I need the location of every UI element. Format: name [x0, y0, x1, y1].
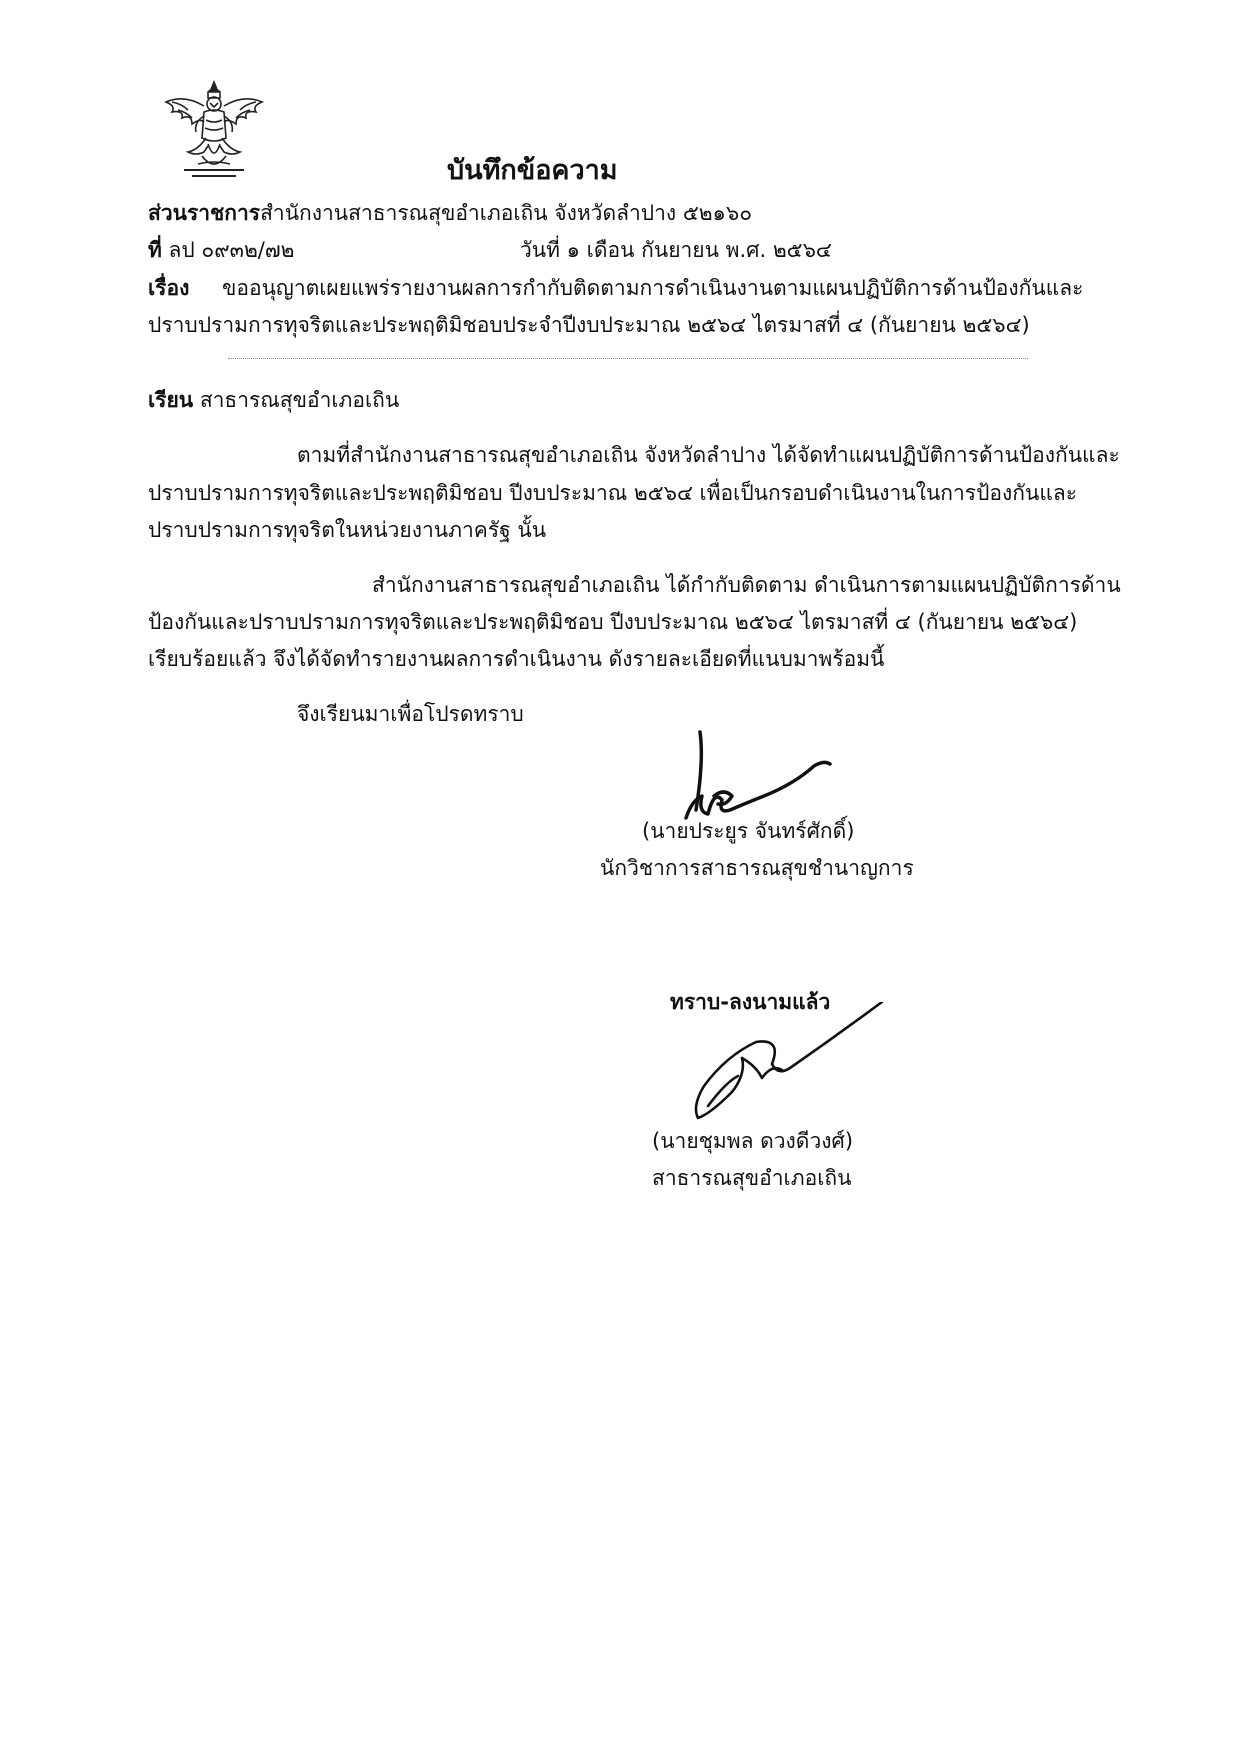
paragraph-2-line-2: ป้องกันและปราบปรามการทุจริตและประพฤติมิชอบ ปีงบประมาณ ๒๕๖๔ ไตรมาสที่ ๔ (กันยายน ๒๕๖๔) — [148, 610, 1078, 634]
header-divider — [228, 358, 1028, 359]
signer-1-position: นักวิชาการสาธารณสุขชำนาญการ — [600, 856, 914, 880]
paragraph-2-line-1: สำนักงานสาธารณสุขอำเภอเถิน ได้กำกับติดตาม ดำเนินการตามแผนปฏิบัติการด้าน — [372, 573, 1121, 597]
subject-line-2: ปราบปรามการทุจริตและประพฤติมิชอบประจำปีงบประมาณ ๒๕๖๔ ไตรมาสที่ ๔ (กันยายน ๒๕๖๔) — [148, 313, 1030, 337]
agency-value: สำนักงานสาธารณสุขอำเภอเถิน จังหวัดลำปาง ๕๒๑๖๐ — [260, 201, 753, 225]
paragraph-2-line-3: เรียบร้อยแล้ว จึงได้จัดทำรายงานผลการดำเนินงาน ดังรายละเอียดที่แนบมาพร้อมนี้ — [148, 647, 885, 671]
salutation-label: เรียน — [148, 388, 194, 412]
signer-1-name: (นายประยูร จันทร์ศักดิ์) — [642, 819, 855, 843]
garuda-emblem-icon — [158, 76, 270, 180]
signer-2-name: (นายชุมพล ดวงดีวงศ์) — [652, 1129, 854, 1153]
document-title: บันทึกข้อความ — [447, 155, 618, 186]
acknowledge-label: ทราบ-ลงนามแล้ว — [670, 990, 831, 1014]
signer-2-position: สาธารณสุขอำเภอเถิน — [652, 1166, 852, 1190]
salutation-line — [148, 390, 399, 411]
paragraph-1-line-1: ตามที่สำนักงานสาธารณสุขอำเภอเถิน จังหวัดลำปาง ได้จัดทำแผนปฏิบัติการด้านป้องกันและ — [297, 443, 1120, 467]
reference-label: ที่ — [148, 238, 162, 262]
subject-line-1: ขออนุญาตเผยแพร่รายงานผลการกำกับติดตามการดำเนินงานตามแผนปฏิบัติการด้านป้องกันและ — [222, 276, 1084, 300]
signature-2-icon — [686, 1002, 884, 1130]
paragraph-1-line-2: ปราบปรามการทุจริตและประพฤติมิชอบ ปีงบประมาณ ๒๕๖๔ เพื่อเป็นกรอบดำเนินงานในการป้องกันและ — [148, 481, 1078, 505]
signature-1-icon — [674, 730, 836, 822]
reference-line — [148, 240, 295, 261]
agency-label: ส่วนราชการ — [148, 201, 261, 225]
reference-value: ลป ๐๙๓๒/๗๒ — [168, 238, 295, 262]
paragraph-1-line-3: ปราบปรามการทุจริตในหน่วยงานภาครัฐ นั้น — [148, 518, 547, 542]
agency-line — [148, 203, 752, 224]
closing-line: จึงเรียนมาเพื่อโปรดทราบ — [297, 702, 524, 726]
subject-label: เรื่อง — [148, 276, 190, 300]
date-line: วันที่ ๑ เดือน กันยายน พ.ศ. ๒๕๖๔ — [520, 238, 832, 262]
salutation-value: สาธารณสุขอำเภอเถิน — [199, 388, 400, 412]
